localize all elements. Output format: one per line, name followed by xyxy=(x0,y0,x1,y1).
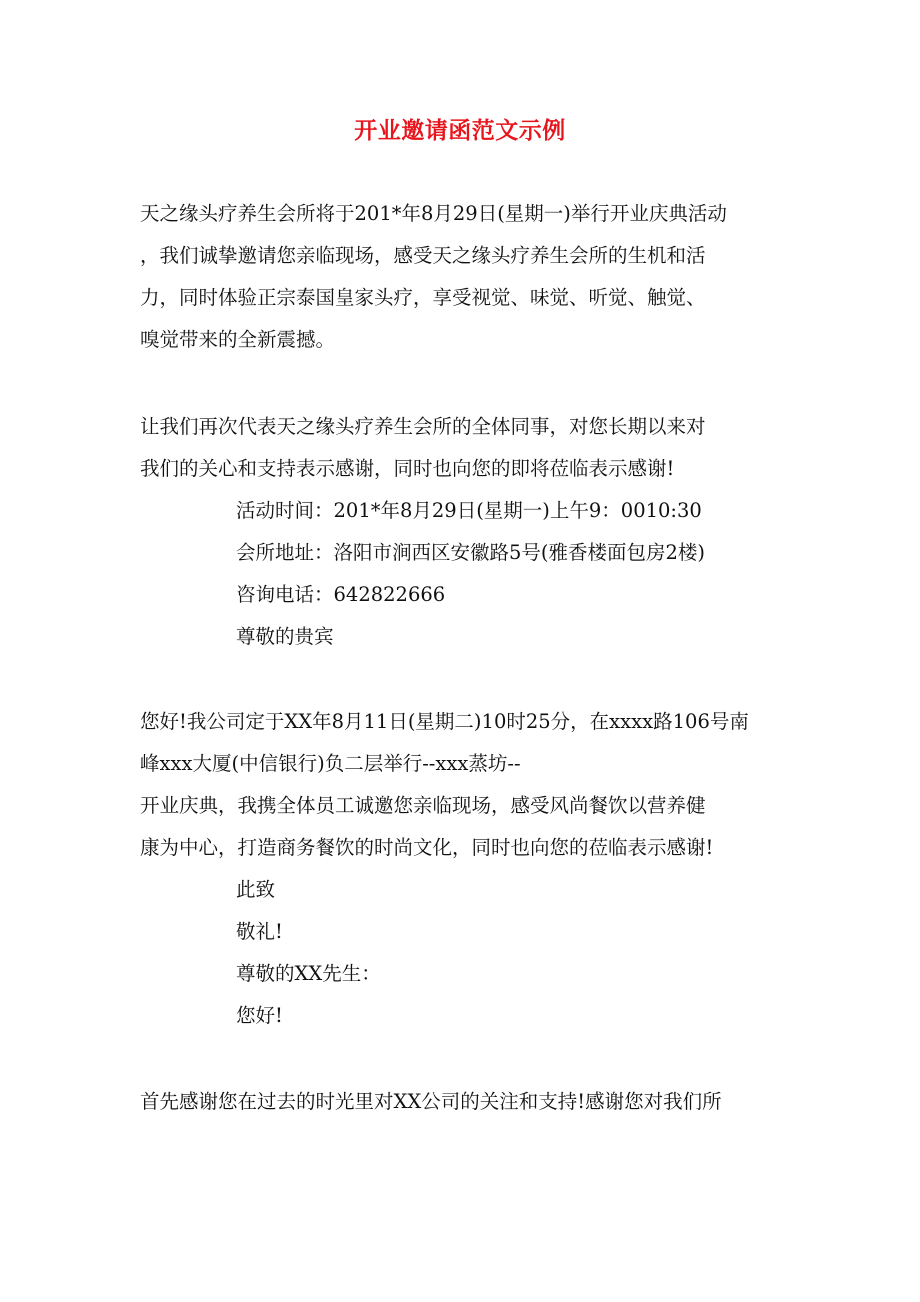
paragraph-line: 首先感谢您在过去的时光里对XX公司的关注和支持!感谢您对我们所 xyxy=(140,1090,722,1113)
greeting-line: 您好! xyxy=(236,1004,283,1027)
paragraph-line: 您好!我公司定于XX年8月11日(星期二)10时25分，在xxxx路106号南 xyxy=(140,710,749,733)
salutation-line: 尊敬的XX先生： xyxy=(236,962,381,985)
paragraph-line: 我们的关心和支持表示感谢，同时也向您的即将莅临表示感谢! xyxy=(140,457,675,480)
paragraph-line: ，我们诚挚邀请您亲临现场，感受天之缘头疗养生会所的生机和活 xyxy=(140,244,706,267)
closing-line: 此致 xyxy=(236,878,276,901)
document-title: 开业邀请函范文示例 xyxy=(354,117,566,144)
closing-line: 敬礼! xyxy=(236,920,283,943)
paragraph-line: 峰xxx大厦(中信银行)负二层举行--xxx蒸坊-- xyxy=(140,752,521,775)
paragraph-line: 嗅觉带来的全新震撼。 xyxy=(140,328,336,351)
event-time-line: 活动时间：201*年8月29日(星期一)上午9：0010:30 xyxy=(236,499,702,522)
paragraph-line: 力，同时体验正宗泰国皇家头疗，享受视觉、味觉、听觉、触觉、 xyxy=(140,286,706,309)
phone-line: 咨询电话：642822666 xyxy=(236,583,446,606)
paragraph-line: 康为中心，打造商务餐饮的时尚文化，同时也向您的莅临表示感谢! xyxy=(140,836,714,859)
paragraph-line: 天之缘头疗养生会所将于201*年8月29日(星期一)举行开业庆典活动 xyxy=(140,202,727,225)
venue-address-line: 会所地址：洛阳市涧西区安徽路5号(雅香楼面包房2楼) xyxy=(236,541,706,564)
paragraph-line: 开业庆典，我携全体员工诚邀您亲临现场，感受风尚餐饮以营养健 xyxy=(140,794,706,817)
paragraph-line: 让我们再次代表天之缘头疗养生会所的全体同事，对您长期以来对 xyxy=(140,415,706,438)
salutation-line: 尊敬的贵宾 xyxy=(236,625,334,648)
